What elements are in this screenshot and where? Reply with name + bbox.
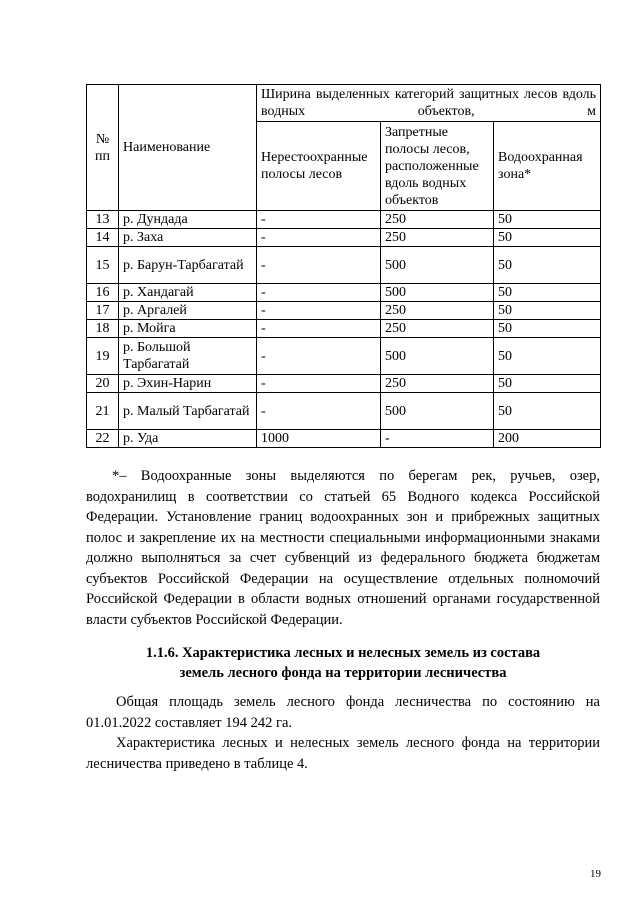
row-spawning: - [257, 338, 381, 375]
row-name: р. Эхин-Нарин [119, 375, 257, 393]
row-spawning: - [257, 320, 381, 338]
row-number: 18 [87, 320, 119, 338]
row-prohibited: 250 [381, 302, 494, 320]
paragraph-characteristics: Характеристика лесных и нелесных земель лесного фонда на территории лесничества приведено в таблице 4. [86, 735, 600, 772]
row-name: р. Хандагай [119, 284, 257, 302]
table-row [87, 320, 601, 338]
table-row [87, 229, 601, 247]
table-row [87, 393, 601, 430]
row-number: 14 [87, 229, 119, 247]
row-prohibited: 500 [381, 338, 494, 375]
row-number: 17 [87, 302, 119, 320]
table-row [87, 338, 601, 375]
row-name: р. Мойга [119, 320, 257, 338]
row-water-zone: 50 [494, 320, 601, 338]
row-name: р. Малый Тарбагатай [119, 393, 257, 430]
row-water-zone: 50 [494, 375, 601, 393]
row-water-zone: 200 [494, 430, 601, 448]
row-name: р. Заха [119, 229, 257, 247]
row-prohibited: 250 [381, 211, 494, 229]
footnote [86, 466, 600, 630]
row-number: 22 [87, 430, 119, 448]
table-row [87, 284, 601, 302]
row-spawning: - [257, 211, 381, 229]
header-number: № пп [87, 85, 119, 211]
row-prohibited: 500 [381, 247, 494, 284]
row-water-zone: 50 [494, 247, 601, 284]
table-row [87, 247, 601, 284]
header-width-group: Ширина выделенных категорий защитных лесов вдоль водных объектов, м [257, 85, 601, 122]
row-spawning: - [257, 284, 381, 302]
header-name: Наименование [119, 85, 257, 211]
footnote-text: *– Водоохранные зоны выделяются по берегам рек, ручьев, озер, водохранилищ в соответствии со статьей 65 Водного кодекса Российской Федерации. Установление границ водоохранных зон и прибрежных защитных полос и закрепление их на местности специальными информационными знаками должно выполняться за счет субвенций из федерального бюджета бюджетам субъектов Российской Федерации на осуществление отдельных полномочий Российской Федерации в области водных отношений органами государственной власти субъектов Российской Федерации. [86, 468, 600, 628]
paragraph-total-area: Общая площадь земель лесного фонда лесничества по состоянию на 01.01.2022 составляет 194 242 га. [86, 694, 600, 731]
row-prohibited: 500 [381, 393, 494, 430]
row-prohibited: 250 [381, 229, 494, 247]
row-water-zone: 50 [494, 229, 601, 247]
row-spawning: - [257, 247, 381, 284]
page-number: 19 [590, 868, 601, 880]
row-prohibited: 250 [381, 375, 494, 393]
row-water-zone: 50 [494, 393, 601, 430]
row-prohibited: 500 [381, 284, 494, 302]
row-water-zone: 50 [494, 284, 601, 302]
row-number: 15 [87, 247, 119, 284]
row-number: 16 [87, 284, 119, 302]
row-spawning: - [257, 229, 381, 247]
row-water-zone: 50 [494, 302, 601, 320]
header-prohibited-strips: Запретные полосы лесов, расположенные вдоль водных объектов [381, 122, 494, 211]
table-row [87, 211, 601, 229]
row-water-zone: 50 [494, 211, 601, 229]
row-name: р. Дундада [119, 211, 257, 229]
row-prohibited: - [381, 430, 494, 448]
table-row [87, 430, 601, 448]
row-spawning: - [257, 393, 381, 430]
row-spawning: 1000 [257, 430, 381, 448]
row-spawning: - [257, 375, 381, 393]
row-number: 20 [87, 375, 119, 393]
row-water-zone: 50 [494, 338, 601, 375]
row-name: р. Уда [119, 430, 257, 448]
section-heading-line1: 1.1.6. Характеристика лесных и нелесных земель из состава [145, 645, 541, 661]
header-spawning-strips: Нерестоохранные полосы лесов [257, 122, 381, 211]
row-number: 19 [87, 338, 119, 375]
table-row [87, 302, 601, 320]
section-body [86, 692, 600, 774]
row-name: р. Большой Тарбагатай [119, 338, 257, 375]
row-number: 21 [87, 393, 119, 430]
row-spawning: - [257, 302, 381, 320]
header-water-protection-zone: Водоохранная зона* [494, 122, 601, 211]
row-number: 13 [87, 211, 119, 229]
section-heading-line2: земель лесного фонда на территории лесничества [179, 665, 507, 681]
row-prohibited: 250 [381, 320, 494, 338]
row-name: р. Барун-Тарбагатай [119, 247, 257, 284]
protective-forests-table [86, 84, 601, 448]
table-row [87, 375, 601, 393]
section-heading [86, 643, 600, 683]
row-name: р. Аргалей [119, 302, 257, 320]
